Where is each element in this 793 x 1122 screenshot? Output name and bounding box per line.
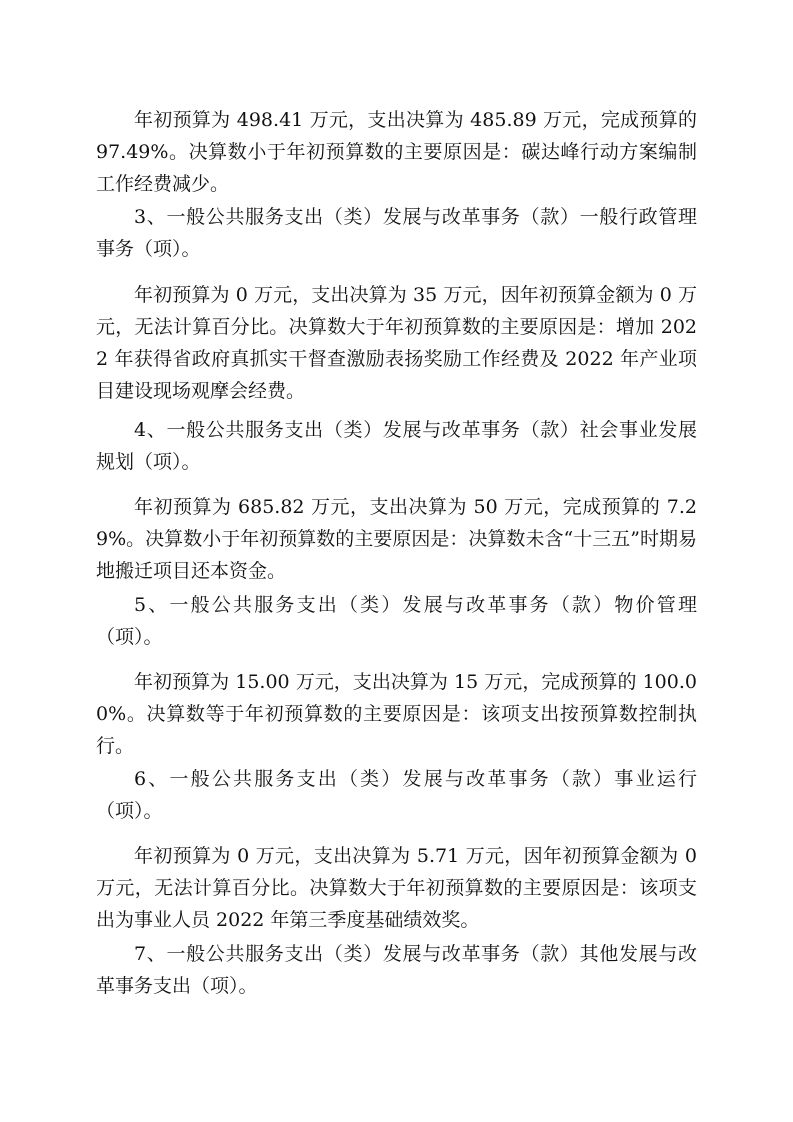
heading-item-4: 4、一般公共服务支出（类）发展与改革事务（款）社会事业发展规划（项）。: [96, 419, 697, 473]
paragraph-budget-item-4: 年初预算为 685.82 万元，支出决算为 50 万元，完成预算的 7.29%。决算数小于年初预算数的主要原因是：决算数未含“十三五”时期易地搬迁项目还本资金。: [96, 496, 697, 582]
heading-item-5: 5、一般公共服务支出（类）发展与改革事务（款）物价管理（项）。: [96, 594, 697, 648]
heading-item-7: 7、一般公共服务支出（类）发展与改革事务（款）其他发展与改革事务支出（项）。: [96, 943, 697, 997]
paragraph-budget-item-5: 年初预算为 15.00 万元，支出决算为 15 万元，完成预算的 100.00%。决算数等于年初预算数的主要原因是：该项支出按预算数控制执行。: [96, 671, 697, 757]
heading-item-6: 6、一般公共服务支出（类）发展与改革事务（款）事业运行（项）。: [96, 768, 697, 822]
heading-item-3: 3、一般公共服务支出（类）发展与改革事务（款）一般行政管理事务（项）。: [96, 206, 697, 260]
paragraph-budget-item-6: 年初预算为 0 万元，支出决算为 5.71 万元，因年初预算金额为 0 万元，无法计算百分比。决算数大于年初预算数的主要原因是：该项支出为事业人员 2022 年第三季度基础绩效奖。: [96, 845, 697, 931]
paragraph-budget-item-3: 年初预算为 0 万元，支出决算为 35 万元，因年初预算金额为 0 万元，无法计算百分比。决算数大于年初预算数的主要原因是：增加 2022 年获得省政府真抓实干督查激励表扬奖励工作经费及 2022 年产业项目建设现场观摩会经费。: [96, 284, 697, 402]
paragraph-budget-carbon-peak: 年初预算为 498.41 万元，支出决算为 485.89 万元，完成预算的 97.49%。决算数小于年初预算数的主要原因是：碳达峰行动方案编制工作经费减少。: [96, 109, 697, 195]
